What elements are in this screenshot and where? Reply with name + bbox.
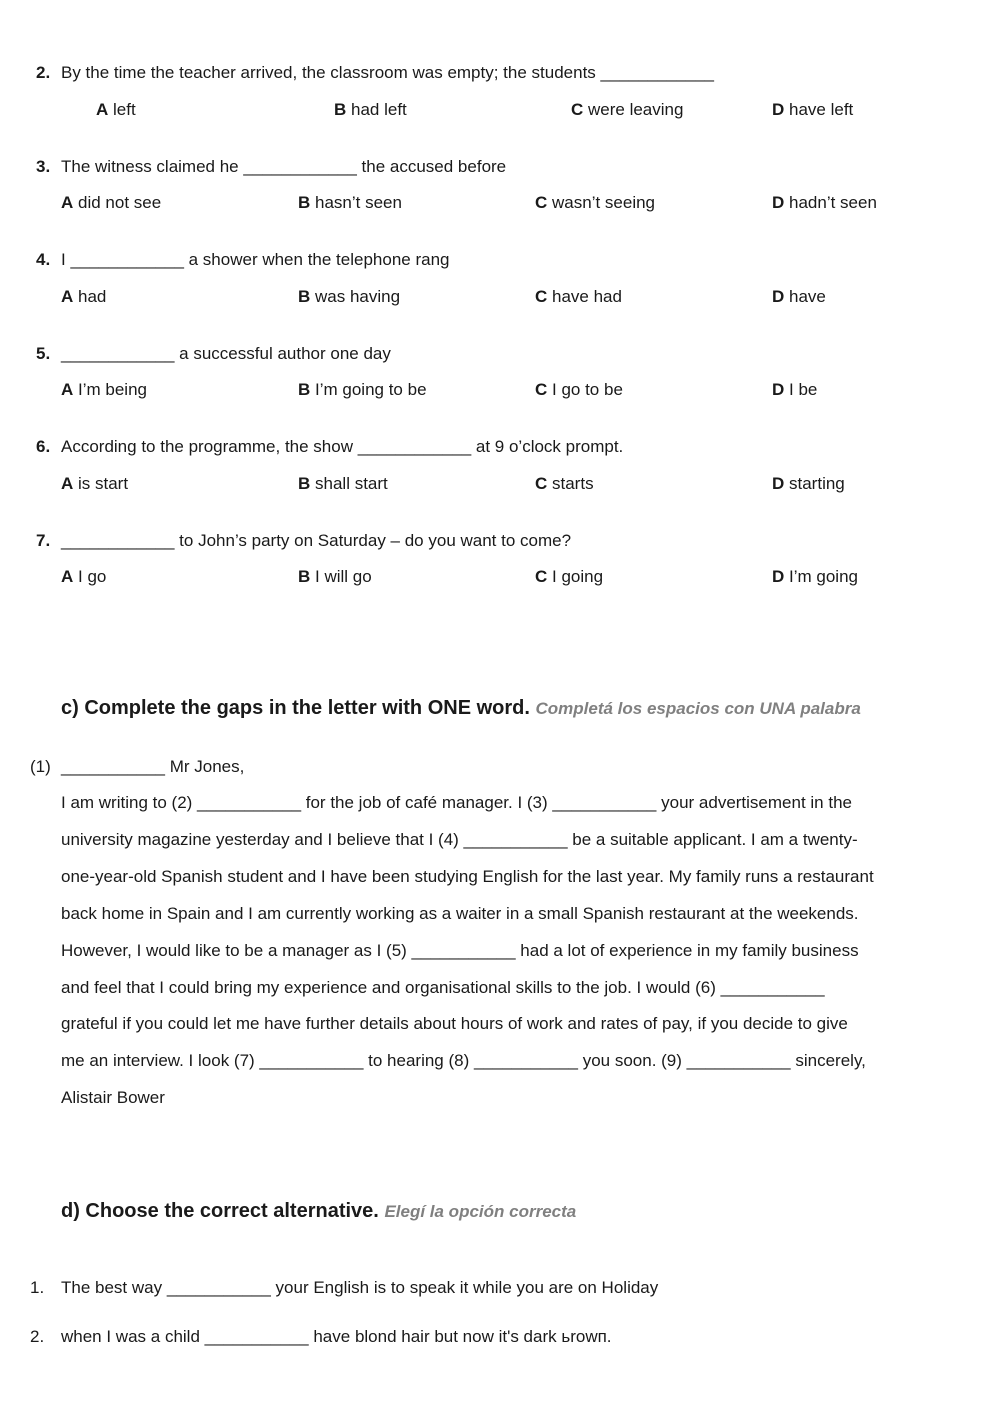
question-number: 4. [36, 250, 51, 269]
option-a [96, 99, 136, 121]
question-text: By the time the teacher arrived, the classroom was empty; the students ____________ [61, 63, 714, 82]
option-letter: A [61, 287, 74, 306]
question-text: The witness claimed he ____________ the accused before [61, 157, 507, 176]
question-text: ____________ a successful author one day [61, 344, 391, 363]
option-text: I’m being [73, 380, 147, 399]
option-text: I going [547, 567, 604, 586]
option-b [298, 286, 400, 308]
section-d-subtitle: Elegí la opción correcta [384, 1202, 577, 1221]
option-text: did not see [73, 193, 162, 212]
letter-line: I am writing to (2) ___________ for the job of café manager. I (3) ___________ your advertisement in the [61, 793, 852, 812]
option-c [571, 99, 683, 121]
letter-line: university magazine yesterday and I believe that I (4) ___________ be a suitable applicant. I am a twenty- [61, 829, 858, 849]
question-number: 2. [36, 63, 51, 82]
option-letter: B [298, 567, 311, 586]
option-b [298, 566, 372, 588]
section-d-heading [61, 1198, 576, 1225]
question-text: According to the programme, the show ____________ at 9 o’clock prompt. [61, 437, 624, 456]
option-a [61, 192, 161, 214]
option-c [535, 566, 603, 588]
option-text: I’m going [784, 567, 858, 586]
option-text: had [73, 287, 107, 306]
option-text: hadn’t seen [784, 193, 877, 212]
option-d [772, 286, 826, 308]
option-c [535, 192, 655, 214]
option-letter: C [535, 287, 548, 306]
option-a [61, 286, 106, 308]
option-letter: A [61, 567, 74, 586]
option-letter: D [772, 100, 785, 119]
option-text: shall start [310, 474, 388, 493]
option-letter: D [772, 193, 785, 212]
option-letter: C [535, 567, 548, 586]
option-text: I go to be [547, 380, 623, 399]
letter-line: grateful if you could let me have further details about hours of work and rates of pay, if you decide to give [61, 1014, 848, 1034]
option-text: have left [784, 100, 854, 119]
option-text: had left [346, 100, 407, 119]
letter-line: one-year-old Spanish student and I have been studying English for the last year. My family runs a restaurant [61, 866, 874, 886]
option-text: I go [73, 567, 107, 586]
option-text: were leaving [583, 100, 684, 119]
option-letter: B [298, 193, 311, 212]
option-letter: B [298, 380, 311, 399]
option-letter: C [535, 474, 548, 493]
letter-line: me an interview. I look (7) ___________ to hearing (8) ___________ you soon. (9) ___________ sincerely, [61, 1051, 866, 1071]
option-text: starts [547, 474, 594, 493]
option-letter: A [61, 380, 74, 399]
option-text: I’m going to be [310, 380, 427, 399]
section-c-subtitle: Completá los espacios con UNA palabra [535, 699, 861, 718]
option-letter: A [61, 474, 74, 493]
option-text: hasn’t seen [310, 193, 402, 212]
option-b [298, 192, 402, 214]
question-number: 7. [36, 531, 51, 550]
option-text: have [784, 287, 826, 306]
option-letter: A [61, 193, 74, 212]
option-letter: D [772, 287, 785, 306]
letter-line: and feel that I could bring my experience and organisational skills to the job. I would (6) ___________ [61, 977, 825, 997]
option-letter: A [96, 100, 109, 119]
section-c-title: c) Complete the gaps in the letter with ONE word. [61, 697, 530, 719]
letter-line: back home in Spain and I am currently working as a waiter in a small Spanish restaurant at the weekends. [61, 903, 859, 923]
option-text: was having [310, 287, 401, 306]
option-c [535, 473, 594, 495]
option-text: have had [547, 287, 622, 306]
option-text: wasn’t seeing [547, 193, 656, 212]
option-text: I will go [310, 567, 372, 586]
letter-line: Alistair Bower [61, 1088, 165, 1108]
option-text: starting [784, 474, 845, 493]
option-c [535, 286, 622, 308]
option-letter: D [772, 567, 785, 586]
section-d-title: d) Choose the correct alternative. [61, 1200, 379, 1222]
question-number: 5. [36, 344, 51, 363]
option-a [61, 473, 128, 495]
option-c [535, 379, 623, 401]
option-letter: B [298, 474, 311, 493]
option-b [334, 99, 407, 121]
option-letter: B [298, 287, 311, 306]
option-d [772, 379, 817, 401]
item-number: 2. [30, 1327, 45, 1346]
question-number: 6. [36, 437, 51, 456]
option-d [772, 566, 858, 588]
option-d [772, 473, 845, 495]
option-a [61, 379, 147, 401]
option-text: left [108, 100, 136, 119]
option-letter: D [772, 380, 785, 399]
option-d [772, 99, 853, 121]
item-text: The best way ___________ your English is to speak it while you are on Holiday [61, 1278, 659, 1297]
item-text: when I was a child ___________ have blond hair but now it's dark ьrowп. [61, 1327, 612, 1346]
question-text: ____________ to John’s party on Saturday – do you want to come? [61, 531, 572, 550]
item-number: 1. [30, 1278, 45, 1297]
option-text: is start [73, 474, 129, 493]
option-letter: C [535, 193, 548, 212]
question-text: I ____________ a shower when the telephone rang [61, 250, 450, 269]
option-d [772, 192, 877, 214]
option-a [61, 566, 106, 588]
question-number: 3. [36, 157, 51, 176]
letter-line: However, I would like to be a manager as I (5) ___________ had a lot of experience in my family business [61, 940, 859, 960]
option-text: I be [784, 380, 818, 399]
option-letter: D [772, 474, 785, 493]
option-b [298, 379, 427, 401]
option-b [298, 473, 388, 495]
option-letter: C [571, 100, 584, 119]
letter-greeting-number: (1) [30, 757, 51, 776]
option-letter: C [535, 380, 548, 399]
option-letter: B [334, 100, 347, 119]
letter-greeting: ___________ Mr Jones, [61, 757, 245, 776]
section-c-heading [61, 695, 861, 722]
